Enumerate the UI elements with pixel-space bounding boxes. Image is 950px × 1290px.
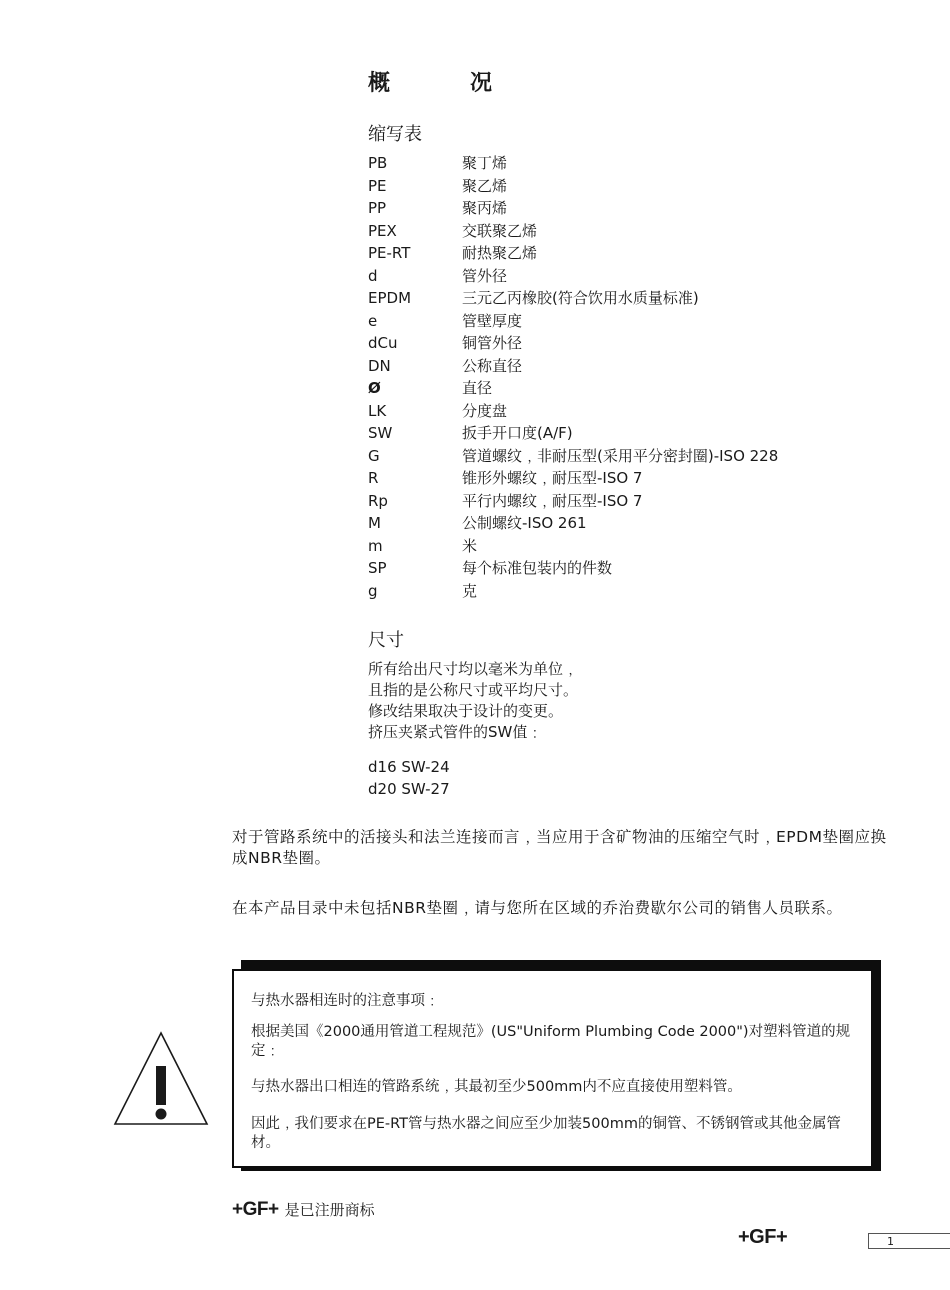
abbreviation-code: Ø <box>368 379 381 397</box>
abbreviation-row <box>368 467 778 490</box>
trademark-text: 是已注册商标 <box>284 1201 375 1219</box>
abbreviation-meaning: 公制螺纹-ISO 261 <box>462 514 587 532</box>
abbreviation-row <box>368 332 778 355</box>
abbreviation-code: PE <box>368 176 387 195</box>
abbreviation-code: e <box>368 311 378 330</box>
nbr-contact-paragraph: 在本产品目录中未包括NBR垫圈﹐请与您所在区域的乔治费歇尔公司的销售人员联系。 <box>232 899 843 917</box>
abbreviation-row <box>368 490 778 513</box>
abbreviation-meaning: 分度盘 <box>462 401 508 420</box>
abbreviation-meaning: 锥形外螺纹﹐耐压型-ISO 7 <box>462 469 643 487</box>
dimensions-line: 且指的是公称尺寸或平均尺寸。 <box>368 681 579 699</box>
abbreviation-row <box>368 400 778 423</box>
abbreviation-code: SW <box>368 424 393 442</box>
dimensions-line: 修改结果取决于设计的变更。 <box>368 702 564 720</box>
dimensions-line: 所有给出尺寸均以毫米为单位﹐ <box>368 660 579 678</box>
warning-line: 与热水器出口相连的管路系统﹐其最初至少500mm内不应直接使用塑料管。 <box>251 1079 742 1095</box>
abbreviation-row <box>368 535 778 558</box>
abbreviation-code: PE-RT <box>368 244 411 262</box>
abbreviation-meaning: 铜管外径 <box>462 334 523 352</box>
abbreviation-row <box>368 197 778 220</box>
abbreviations-heading: 缩写表 <box>368 124 422 145</box>
abbreviation-code: LK <box>368 401 387 420</box>
page-title-part-2: 况 <box>470 71 493 96</box>
dimensions-line: 挤压夹紧式管件的SW值﹕ <box>368 723 543 741</box>
abbreviation-code: PP <box>368 199 387 217</box>
sw-value: d16 SW-24 <box>368 758 450 776</box>
warning-line: 因此﹐我们要求在PE-RT管与热水器之间应至少加装500mm的铜管、不锈钢管或其他金属管材。 <box>251 1116 841 1151</box>
abbreviation-meaning: 交联聚乙烯 <box>462 221 538 240</box>
abbreviation-row <box>368 242 778 265</box>
abbreviation-row <box>368 377 778 400</box>
abbreviation-row <box>368 152 778 175</box>
abbreviation-meaning: 扳手开口度(A/F) <box>462 424 573 442</box>
abbreviation-code: Rp <box>368 491 388 510</box>
abbreviation-row <box>368 175 778 198</box>
abbreviation-row <box>368 422 778 445</box>
abbreviation-meaning: 聚乙烯 <box>462 176 508 195</box>
sw-value: d20 SW-27 <box>368 780 450 798</box>
abbreviation-code: M <box>368 514 381 532</box>
abbreviation-meaning: 管道螺纹﹐非耐压型(采用平分密封圈)-ISO 228 <box>462 446 779 465</box>
abbreviation-row <box>368 265 778 288</box>
abbreviation-code: DN <box>368 356 391 375</box>
abbreviation-meaning: 公称直径 <box>462 356 523 375</box>
trademark-note <box>232 1199 375 1221</box>
abbreviation-meaning: 耐热聚乙烯 <box>462 244 538 262</box>
abbreviation-code: G <box>368 446 380 465</box>
abbreviation-meaning: 克 <box>462 581 478 600</box>
abbreviation-meaning: 三元乙丙橡胶(符合饮用水质量标准) <box>462 289 699 307</box>
abbreviation-code: PB <box>368 154 388 172</box>
abbreviation-row <box>368 220 778 243</box>
abbreviation-meaning: 米 <box>462 536 478 555</box>
abbreviation-code: SP <box>368 559 387 577</box>
abbreviation-code: EPDM <box>368 289 412 307</box>
abbreviation-row <box>368 445 778 468</box>
epdm-nbr-paragraph: 对于管路系统中的活接头和法兰连接而言﹐当应用于含矿物油的压缩空气时﹐EPDM垫圈应换成NBR垫圈。 <box>232 828 887 867</box>
abbreviation-meaning: 管外径 <box>462 266 508 285</box>
dimensions-text <box>368 659 578 743</box>
page-title-part-1: 概 <box>368 71 391 96</box>
page-title <box>368 66 492 97</box>
warning-triangle-icon <box>112 1030 210 1132</box>
abbreviation-meaning: 聚丙烯 <box>462 199 508 217</box>
sw-values <box>368 756 450 800</box>
abbreviation-row <box>368 557 778 580</box>
abbreviation-meaning: 管壁厚度 <box>462 311 523 330</box>
abbreviation-code: PEX <box>368 221 397 240</box>
page-number: 1 <box>868 1233 950 1249</box>
warning-line: 根据美国《2000通用管道工程规范》(US"Uniform Plumbing Code 2000")对塑料管道的规定﹕ <box>251 1024 851 1059</box>
warning-title: 与热水器相连时的注意事项﹕ <box>251 993 440 1009</box>
abbreviation-row <box>368 580 778 603</box>
abbreviation-row <box>368 310 778 333</box>
abbreviation-code: R <box>368 469 379 487</box>
dimensions-heading: 尺寸 <box>368 630 404 651</box>
abbreviation-code: dCu <box>368 334 398 352</box>
footer-gf-logo: +GF+ <box>738 1226 788 1248</box>
abbreviation-row <box>368 287 778 310</box>
abbreviation-code: m <box>368 536 383 555</box>
abbreviations-table <box>368 152 778 602</box>
gf-logo: +GF+ <box>232 1199 279 1220</box>
abbreviation-code: g <box>368 581 378 600</box>
abbreviation-meaning: 聚丁烯 <box>462 154 508 172</box>
abbreviation-meaning: 直径 <box>462 379 493 397</box>
abbreviation-code: d <box>368 266 378 285</box>
abbreviation-meaning: 平行内螺纹﹐耐压型-ISO 7 <box>462 491 643 510</box>
abbreviation-row <box>368 512 778 535</box>
abbreviation-meaning: 每个标准包装内的件数 <box>462 559 613 577</box>
abbreviation-row <box>368 355 778 378</box>
